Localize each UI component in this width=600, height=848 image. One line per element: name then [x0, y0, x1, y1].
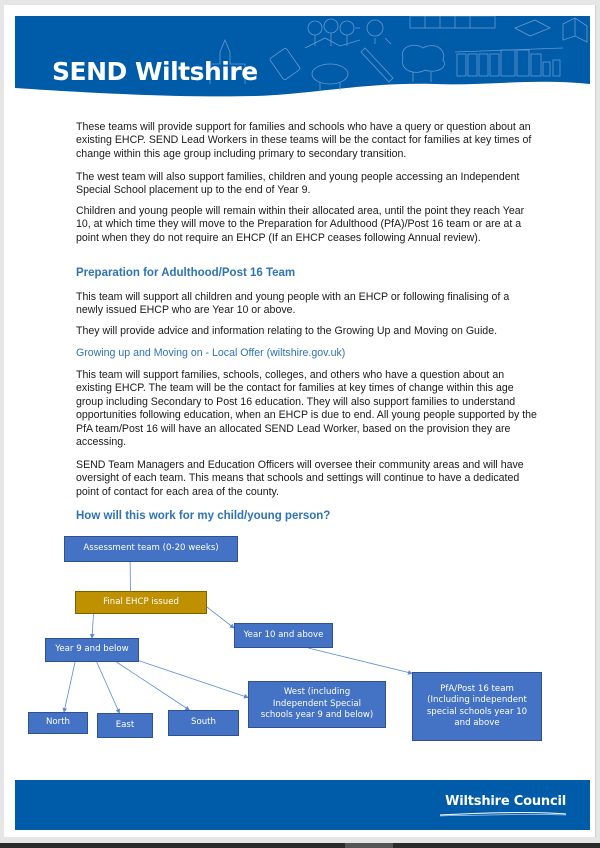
pfa-heading: Preparation for Adulthood/Post 16 Team — [76, 267, 296, 279]
node-west: West (including Independent Special schools year 9 and below) — [248, 681, 386, 728]
node-south: South — [168, 710, 239, 736]
diagram-heading: How will this work for my child/young person? — [76, 510, 331, 522]
paragraph-pfa-2: They will provide advice and information relating to the Growing Up and Moving on Guide. — [76, 325, 498, 337]
scroll-thumb[interactable] — [345, 843, 393, 848]
wiltshire-council-logo: Wiltshire Council — [445, 794, 566, 809]
paragraph-pfa-3: This team will support families, schools, colleges, and others who have a question about an existing EHCP. The team will be the contact for families at key times of change within this age group including Secondary to Post 16 education. They will also support families to understand opportunities following education, when an EHCP is due to end. All young people supported by the PfA team/Post 16 will have an allocated SEND Lead Worker, based on the provision they are accessing. — [76, 369, 537, 449]
node-pfa-post-16-team: PfA/Post 16 team (Including independent special schools year 10 and above — [412, 672, 542, 741]
node-east: East — [97, 713, 153, 738]
node-year-10-and-above: Year 10 and above — [234, 623, 333, 648]
bottom-scroll-bar[interactable] — [0, 843, 600, 848]
paragraph-pfa-1: This team will support all children and young people with an EHCP or following finalising of a newly issued EHCP who are Year 10 or above. — [76, 291, 510, 317]
growing-up-link[interactable]: Growing up and Moving on - Local Offer (wiltshire.gov.uk) — [76, 347, 346, 359]
footer-banner — [15, 780, 590, 830]
logo-swoosh-icon — [438, 811, 568, 817]
node-year-9-and-below: Year 9 and below — [45, 638, 139, 662]
paragraph-intro-1: These teams will provide support for families and schools who have a query or question about an existing EHCP. SEND Lead Workers in these teams will be the contact for families at key times of change within this age group including primary to secondary transition. — [76, 121, 532, 160]
paragraph-intro-2: The west team will also support families, children and young people accessing an Independent Special School placement up to the end of Year 9. — [76, 171, 520, 197]
header-banner — [15, 16, 590, 101]
node-north: North — [28, 712, 88, 734]
paragraph-pfa-4: SEND Team Managers and Education Officers will oversee their community areas and will have oversight of each team. This means that schools and settings will continue to have a dedicated point of contact for each area of the county. — [76, 459, 524, 498]
paragraph-intro-3: Children and young people will remain within their allocated area, until the point they reach Year 10, at which time they will move to the Preparation for Adulthood (PfA)/Post 16 team or are at a point when they do not require an EHCP (If an EHCP ceases following Annual review). — [76, 205, 525, 244]
node-assessment-team: Assessment team (0-20 weeks) — [64, 536, 238, 562]
header-title: SEND Wiltshire — [52, 57, 258, 86]
node-final-ehcp: Final EHCP issued — [75, 591, 207, 614]
